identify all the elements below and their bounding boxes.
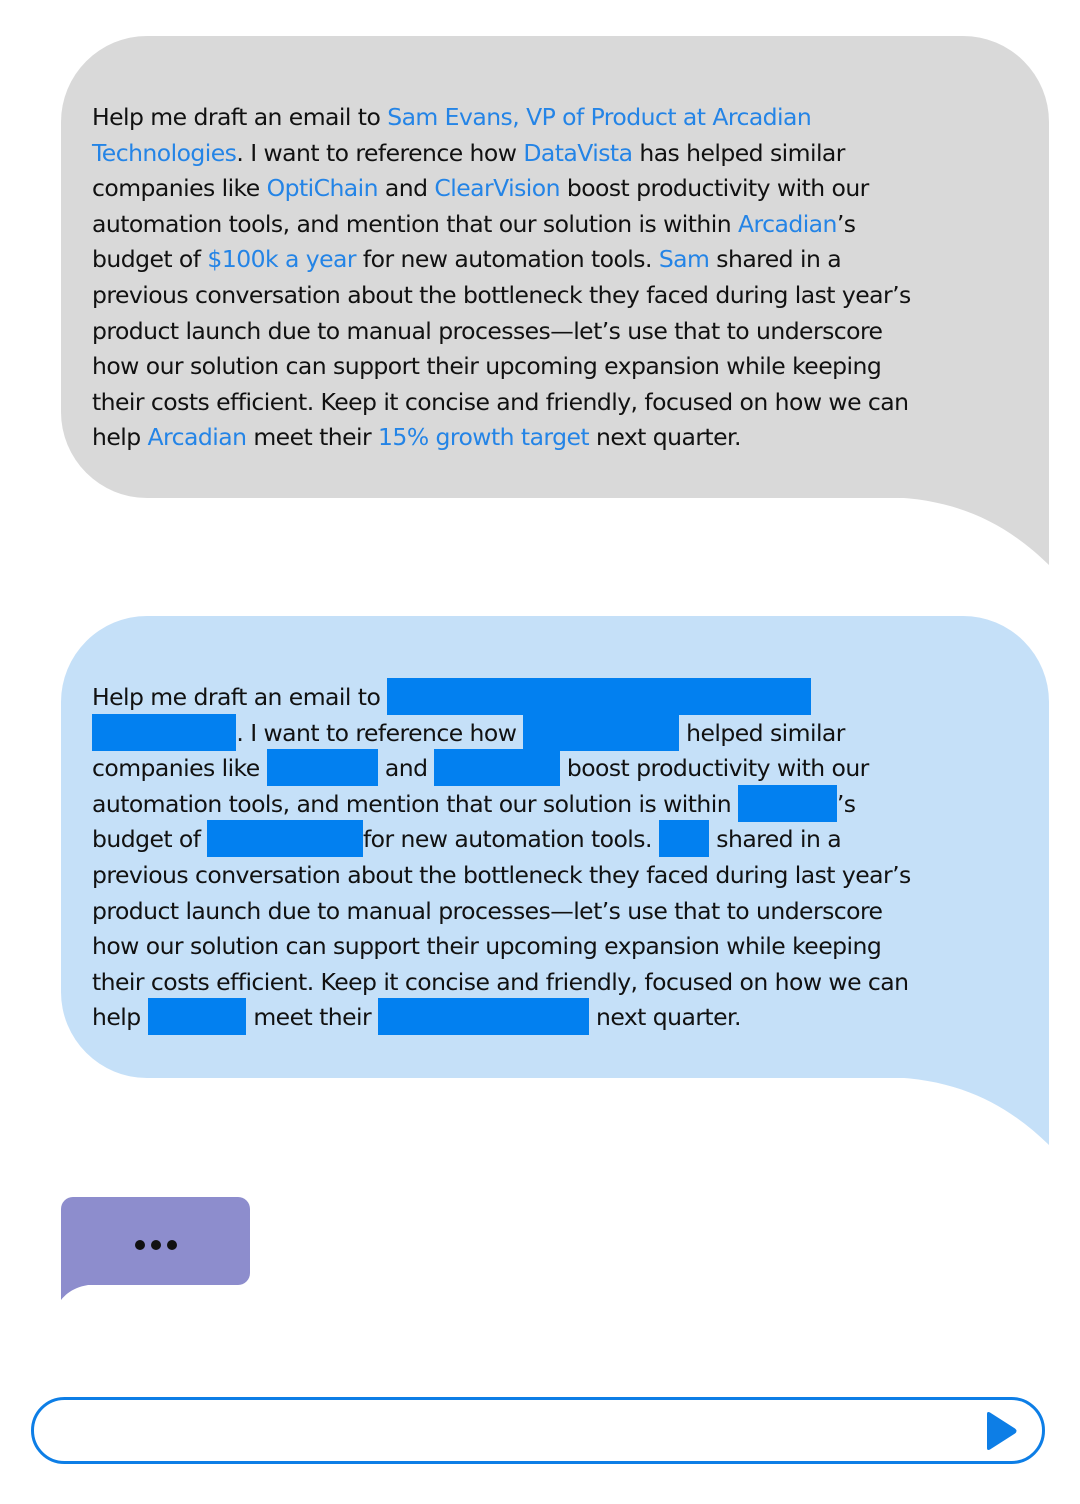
message-segment: Help me draft an email to xyxy=(92,683,388,711)
message-segment: has helped similar xyxy=(632,138,845,167)
redacted-entity xyxy=(267,754,378,782)
message-line xyxy=(92,136,1027,172)
message-segment: companies like xyxy=(92,754,267,783)
highlighted-entity: Sam Evans, VP of Product at Arcadian xyxy=(387,103,812,131)
highlighted-entity: Arcadian xyxy=(737,209,837,238)
message-line xyxy=(92,929,1027,965)
send-button[interactable] xyxy=(984,1411,1018,1451)
message-input[interactable] xyxy=(64,1410,968,1452)
highlighted-entity: Technologies xyxy=(92,138,237,167)
message-line xyxy=(92,242,1027,278)
message-segment: shared in a xyxy=(709,825,842,854)
message-segment: shared in a xyxy=(709,245,842,274)
message-segment: for new automation tools. xyxy=(356,245,659,274)
message-segment: their costs efficient. Keep it concise and friendly, focused on how we can xyxy=(92,387,909,416)
message-segment: previous conversation about the bottleneck they faced during last year’s xyxy=(92,860,911,889)
message-line xyxy=(92,894,1027,930)
redacted-entity xyxy=(659,825,710,853)
message-segment: how our solution can support their upcoming expansion while keeping xyxy=(92,352,882,381)
highlighted-entity: $100k a year xyxy=(207,245,357,274)
message-line xyxy=(92,858,1027,894)
typing-dot xyxy=(167,1240,177,1250)
message-segment: product launch due to manual processes—let’s use that to underscore xyxy=(92,316,883,345)
typing-dot xyxy=(135,1240,145,1250)
message-line xyxy=(92,751,1027,787)
message-segment: for new automation tools. xyxy=(362,825,659,854)
message-segment: how our solution can support their upcoming expansion while keeping xyxy=(92,932,882,961)
message-line xyxy=(92,1000,1027,1036)
highlighted-entity: 15% growth target xyxy=(378,423,590,452)
message-segment: boost productivity with our xyxy=(559,754,869,783)
message-segment: automation tools, and mention that our solution is within xyxy=(92,209,738,238)
highlighted-entity: DataVista xyxy=(523,138,633,167)
message-segment: help xyxy=(92,423,148,452)
redacted-entity xyxy=(523,719,679,747)
redacted-entity xyxy=(92,719,236,747)
message-segment: help xyxy=(92,1003,148,1032)
message-segment: Help me draft an email to xyxy=(92,103,388,131)
message-segment: . I want to reference how xyxy=(236,718,524,747)
original-message-bubble-tail xyxy=(880,497,1049,567)
redacted-entity xyxy=(387,683,811,711)
message-segment: their costs efficient. Keep it concise and friendly, focused on how we can xyxy=(92,967,909,996)
redacted-entity xyxy=(148,1003,247,1031)
typing-dots xyxy=(61,1235,250,1247)
redacted-entity xyxy=(738,790,837,818)
message-line xyxy=(92,420,1027,456)
message-segment: . I want to reference how xyxy=(236,138,524,167)
redacted-message-text xyxy=(92,680,1027,1036)
typing-indicator-bubble xyxy=(61,1197,250,1285)
play-triangle-icon xyxy=(987,1412,1017,1450)
message-line xyxy=(92,171,1027,207)
redacted-entity xyxy=(378,1003,589,1031)
message-line xyxy=(92,680,1027,716)
message-line xyxy=(92,207,1027,243)
message-segment: previous conversation about the bottleneck they faced during last year’s xyxy=(92,280,911,309)
message-segment: meet their xyxy=(246,1003,379,1032)
message-segment: and xyxy=(377,174,435,203)
highlighted-entity: Arcadian xyxy=(147,423,247,452)
message-segment: next quarter. xyxy=(589,423,741,452)
message-segment: ’s xyxy=(836,789,856,818)
message-segment: ’s xyxy=(836,209,856,238)
message-segment: meet their xyxy=(246,423,379,452)
message-line xyxy=(92,100,1027,136)
message-line xyxy=(92,822,1027,858)
message-line xyxy=(92,787,1027,823)
highlighted-entity: OptiChain xyxy=(266,174,378,203)
message-segment: helped similar xyxy=(679,718,845,747)
message-segment: boost productivity with our xyxy=(559,174,869,203)
message-composer xyxy=(31,1397,1045,1464)
original-message-text xyxy=(92,100,1027,456)
highlighted-entity: Sam xyxy=(658,245,710,274)
message-line xyxy=(92,278,1027,314)
message-segment: companies like xyxy=(92,174,267,203)
redacted-entity xyxy=(434,754,560,782)
redacted-message-bubble-tail xyxy=(880,1077,1049,1147)
message-line xyxy=(92,716,1027,752)
redacted-entity xyxy=(207,825,363,853)
message-segment: and xyxy=(377,754,435,783)
message-segment: budget of xyxy=(92,245,208,274)
highlighted-entity: ClearVision xyxy=(434,174,560,203)
message-line xyxy=(92,385,1027,421)
typing-indicator-tail xyxy=(61,1284,101,1300)
message-segment: product launch due to manual processes—let’s use that to underscore xyxy=(92,896,883,925)
message-line xyxy=(92,349,1027,385)
message-segment: next quarter. xyxy=(589,1003,741,1032)
typing-dot xyxy=(151,1240,161,1250)
message-segment: budget of xyxy=(92,825,208,854)
message-line xyxy=(92,314,1027,350)
message-line xyxy=(92,965,1027,1001)
message-segment: automation tools, and mention that our solution is within xyxy=(92,789,738,818)
